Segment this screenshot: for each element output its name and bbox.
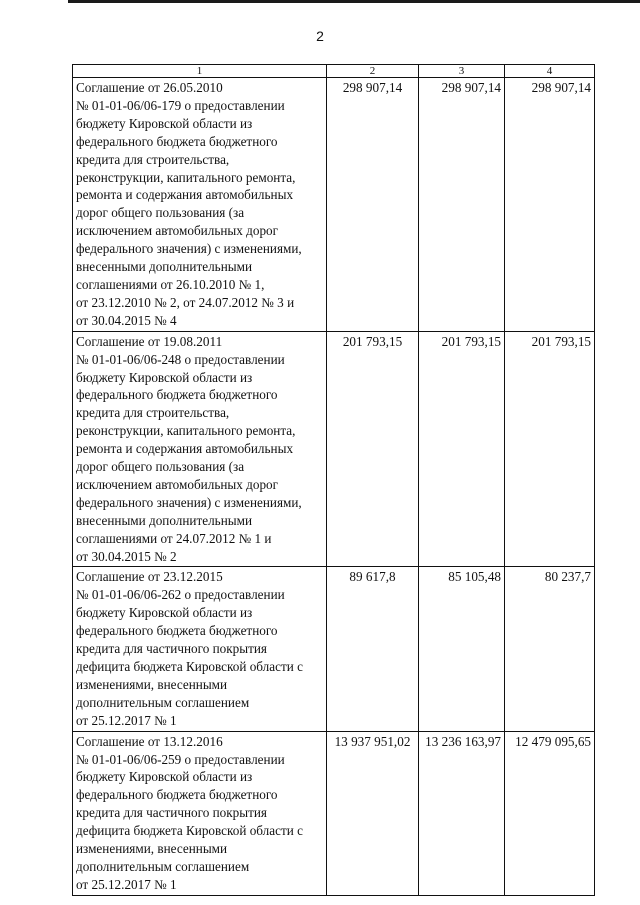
column-header-3: 3	[419, 65, 505, 78]
description-line: кредита для частичного покрытия	[76, 641, 267, 657]
table-row	[73, 331, 595, 567]
description-line: внесенными дополнительными	[76, 512, 253, 528]
amount-cell-col-3: 298 907,14	[419, 78, 505, 332]
description-line: от 25.12.2017 № 1	[76, 712, 177, 728]
description-line: дополнительным соглашением	[76, 858, 250, 874]
description-line: федерального значения) с изменениями,	[76, 241, 302, 257]
description-line: исключением автомобильных дорог	[76, 476, 279, 492]
description-line: от 30.04.2015 № 2	[76, 548, 177, 564]
description-line: дорог общего пользования (за	[76, 205, 245, 221]
top-border-line	[68, 0, 640, 3]
description-line: федерального бюджета бюджетного	[76, 133, 278, 149]
description-line: Соглашение от 26.05.2010	[76, 80, 223, 95]
description-line: соглашениями от 26.10.2010 № 1,	[76, 276, 265, 292]
page-number: 2	[316, 28, 324, 44]
amount-cell-col-3: 13 236 163,97	[419, 731, 505, 895]
amount-cell-col-3: 85 105,48	[419, 567, 505, 731]
description-line: бюджету Кировской области из	[76, 605, 253, 621]
table-row	[73, 567, 595, 731]
agreement-description	[73, 567, 327, 731]
description-line: от 25.12.2017 № 1	[76, 876, 177, 892]
description-line: дополнительным соглашением	[76, 694, 250, 710]
amount-cell-col-4: 298 907,14	[505, 78, 595, 332]
description-line: ремонта и содержания автомобильных	[76, 441, 294, 457]
amount-cell-col-2: 201 793,15	[327, 331, 419, 567]
description-line: № 01-01-06/06-262 о предоставлении	[76, 587, 285, 603]
description-line: № 01-01-06/06-259 о предоставлении	[76, 751, 285, 767]
description-line: кредита для строительства,	[76, 151, 230, 167]
description-line: Соглашение от 19.08.2011	[76, 333, 223, 349]
amount-cell-col-2: 13 937 951,02	[327, 731, 419, 895]
description-line: федерального бюджета бюджетного	[76, 623, 278, 639]
amount-cell-col-2: 89 617,8	[327, 567, 419, 731]
description-line: Соглашение от 23.12.2015	[76, 569, 223, 585]
description-line: № 01-01-06/06-248 о предоставлении	[76, 351, 285, 367]
amount-cell-col-2: 298 907,14	[327, 78, 419, 332]
amount-cell-col-4: 12 479 095,65	[505, 731, 595, 895]
column-header-4: 4	[505, 65, 595, 78]
description-line: кредита для частичного покрытия	[76, 805, 267, 821]
table-row	[73, 78, 595, 332]
column-header-1: 1	[73, 65, 327, 78]
agreement-description	[73, 731, 327, 895]
description-line: федерального бюджета бюджетного	[76, 387, 278, 403]
description-line: внесенными дополнительными	[76, 259, 253, 275]
description-line: № 01-01-06/06-179 о предоставлении	[76, 97, 285, 113]
amount-cell-col-4: 201 793,15	[505, 331, 595, 567]
description-line: федерального бюджета бюджетного	[76, 787, 278, 803]
description-line: бюджету Кировской области из	[76, 115, 253, 131]
description-line: соглашениями от 24.07.2012 № 1 и	[76, 530, 272, 546]
description-line: дефицита бюджета Кировской области с	[76, 823, 303, 839]
description-line: реконструкции, капитального ремонта,	[76, 169, 296, 185]
table-row	[73, 731, 595, 895]
description-line: ремонта и содержания автомобильных	[76, 187, 294, 203]
agreements-table	[72, 64, 595, 896]
description-line: реконструкции, капитального ремонта,	[76, 423, 296, 439]
description-line: от 23.12.2010 № 2, от 24.07.2012 № 3 и	[76, 294, 295, 310]
agreement-description	[73, 78, 327, 332]
description-line: изменениями, внесенными	[76, 676, 228, 692]
description-line: бюджету Кировской области из	[76, 769, 253, 785]
description-line: дефицита бюджета Кировской области с	[76, 659, 303, 674]
description-line: изменениями, внесенными	[76, 841, 228, 857]
column-header-2: 2	[327, 65, 419, 78]
description-line: дорог общего пользования (за	[76, 459, 245, 475]
description-line: бюджету Кировской области из	[76, 369, 253, 385]
amount-cell-col-4: 80 237,7	[505, 567, 595, 731]
description-line: от 30.04.2015 № 4	[76, 312, 177, 328]
description-line: кредита для строительства,	[76, 405, 230, 421]
amount-cell-col-3: 201 793,15	[419, 331, 505, 567]
agreement-description	[73, 331, 327, 567]
description-line: Соглашение от 13.12.2016	[76, 733, 223, 749]
description-line: исключением автомобильных дорог	[76, 223, 279, 239]
description-line: федерального значения) с изменениями,	[76, 494, 302, 510]
header-row	[73, 65, 595, 78]
